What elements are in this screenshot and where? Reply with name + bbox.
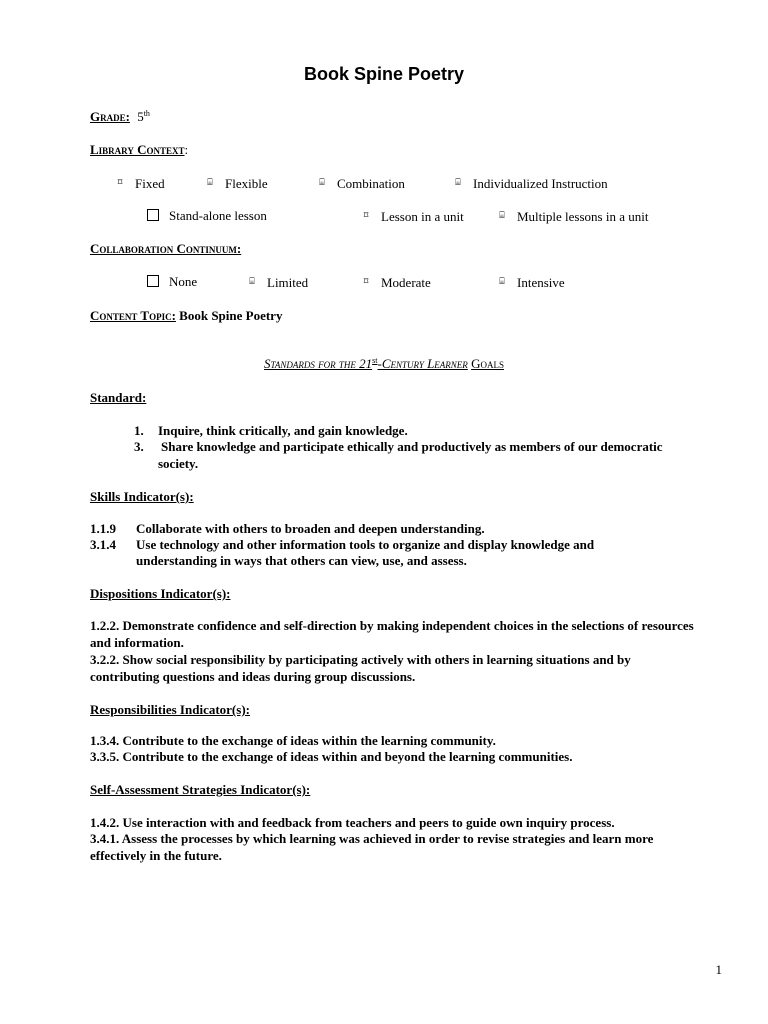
responsibilities-label: Responsibilities Indicator(s): <box>90 702 250 717</box>
library-context-line <box>90 141 188 158</box>
unselected-box-icon: ⌸ <box>499 210 505 220</box>
grade-label: Grade: <box>90 109 130 124</box>
collaboration-line <box>90 240 241 257</box>
collab-option-moderate <box>359 273 431 291</box>
page-title: Book Spine Poetry <box>303 64 465 84</box>
content-topic-line <box>90 307 282 324</box>
collab-option-intensive <box>495 273 565 291</box>
library-option-multiple-lessons <box>495 207 648 225</box>
unselected-box-icon: ⌸ <box>249 276 255 286</box>
responsibilities-paragraph: 1.3.4. Contribute to the exchange of ideas within the learning community. <box>90 733 496 748</box>
standards-heading-sup: st <box>372 356 378 365</box>
dispositions-paragraph: 1.2.2. Demonstrate confidence and self-direction by making independent choices in the selections of resources and information. <box>90 618 694 650</box>
skills-label: Skills Indicator(s): <box>90 489 194 504</box>
collaboration-label: Collaboration Continuum: <box>90 241 242 256</box>
standards-heading-part1: Standards for the 21 <box>264 356 373 371</box>
standard-label: Standard: <box>90 390 147 405</box>
library-option-stand-alone <box>147 207 267 224</box>
unselected-box-icon: ⌸ <box>207 177 213 187</box>
library-context-colon: : <box>184 142 189 157</box>
skills-item-text: Collaborate with others to broaden and deepen understanding. <box>136 521 485 536</box>
option-label: Combination <box>337 176 405 191</box>
skills-item-num: 1.1.9 <box>90 521 116 536</box>
option-label: Individualized Instruction <box>473 176 608 191</box>
dispositions-paragraph: 3.2.2. Show social responsibility by participating actively with others in learning situations and by contributing questions and ideas during group discussions. <box>90 652 631 684</box>
standards-heading <box>0 355 768 372</box>
selected-box-icon: ⌑ <box>363 210 369 220</box>
library-context-label: Library Context <box>90 142 185 157</box>
library-option-individualized <box>451 174 608 192</box>
grade-line <box>90 108 150 125</box>
library-option-fixed <box>113 174 165 192</box>
option-label: Stand-alone lesson <box>169 208 267 223</box>
standards-heading-part2: -Century Learner <box>377 356 468 371</box>
grade-sup: th <box>143 109 150 118</box>
option-label: Intensive <box>517 275 565 290</box>
option-label: None <box>169 274 198 289</box>
collab-option-limited <box>245 273 308 291</box>
option-label: Moderate <box>381 275 431 290</box>
selected-box-icon: ⌑ <box>363 276 369 286</box>
skills-item-cont: understanding in ways that others can view, use, and assess. <box>136 553 467 568</box>
standard-item-cont: society. <box>158 456 199 471</box>
page-number: 1 <box>715 962 722 977</box>
unselected-box-icon: ⌸ <box>319 177 325 187</box>
content-topic-label: Content Topic: <box>90 308 176 323</box>
dispositions-label: Dispositions Indicator(s): <box>90 586 231 601</box>
option-label: Multiple lessons in a unit <box>517 209 649 224</box>
grade-value: 5 <box>137 109 144 124</box>
self-assessment-paragraph: 3.4.1. Assess the processes by which learning was achieved in order to revise strategies and learn more effectively in the future. <box>90 831 654 863</box>
skills-item-text: Use technology and other information tools to organize and display knowledge and <box>136 537 595 552</box>
self-assessment-label: Self-Assessment Strategies Indicator(s): <box>90 782 311 797</box>
library-option-flexible <box>203 174 268 192</box>
standard-item-num: 3. <box>134 439 144 454</box>
option-label: Lesson in a unit <box>381 209 464 224</box>
content-topic-value: Book Spine Poetry <box>179 308 283 323</box>
selected-box-icon: ⌑ <box>117 177 123 187</box>
standard-item-text: Inquire, think critically, and gain knowledge. <box>158 423 408 438</box>
checkbox-icon <box>147 275 159 287</box>
checkbox-icon <box>147 209 159 221</box>
self-assessment-paragraph: 1.4.2. Use interaction with and feedback from teachers and peers to guide own inquiry process. <box>90 815 615 830</box>
standards-heading-part3: Goals <box>471 356 504 371</box>
unselected-box-icon: ⌸ <box>455 177 461 187</box>
unselected-box-icon: ⌸ <box>499 276 505 286</box>
library-option-combination <box>315 174 405 192</box>
skills-item-num: 3.1.4 <box>90 537 116 552</box>
option-label: Fixed <box>135 176 165 191</box>
standard-item-text: Share knowledge and participate ethically and productively as members of our democratic <box>161 439 663 454</box>
option-label: Flexible <box>225 176 268 191</box>
responsibilities-paragraph: 3.3.5. Contribute to the exchange of ideas within and beyond the learning communities. <box>90 749 573 764</box>
collab-option-none <box>147 273 197 290</box>
library-option-lesson-in-unit <box>359 207 464 225</box>
option-label: Limited <box>267 275 309 290</box>
standard-item-num: 1. <box>134 423 144 438</box>
